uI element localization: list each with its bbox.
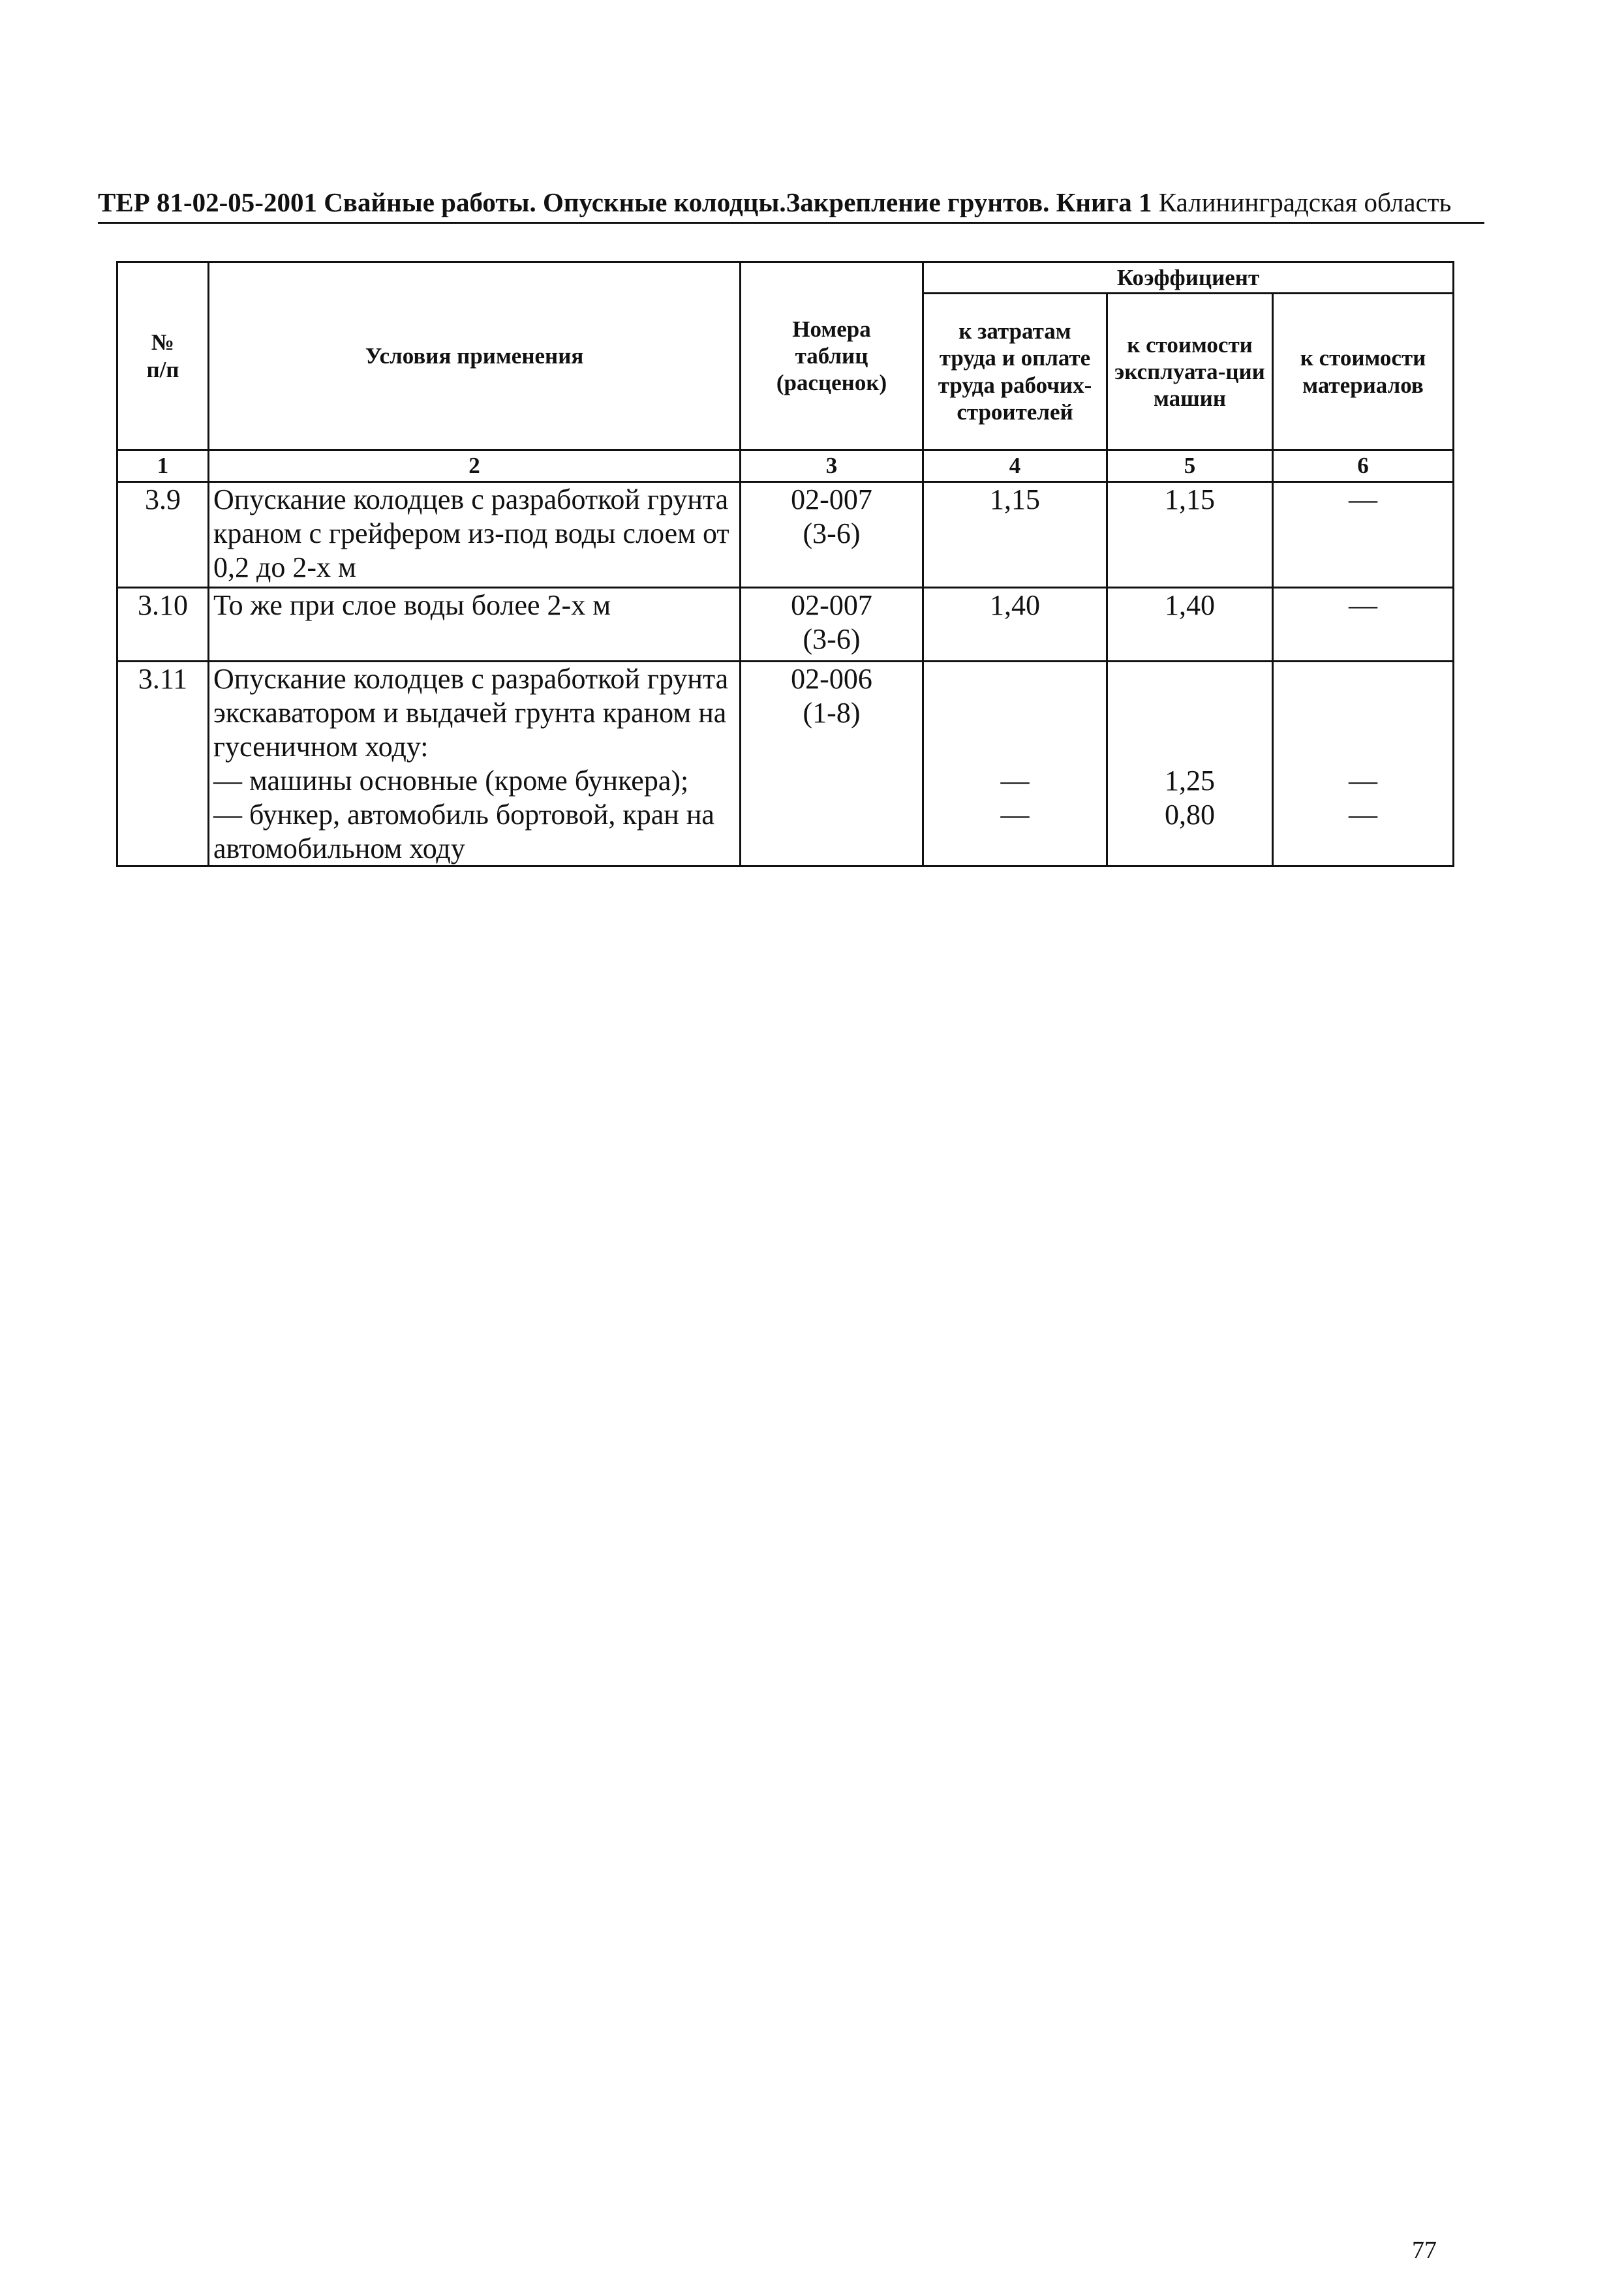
table-row xyxy=(117,588,1454,662)
row-labor-coef: 1,40 xyxy=(923,588,1107,662)
table-row xyxy=(117,482,1454,588)
column-number-row xyxy=(117,450,1454,482)
row-materials-coef: — xyxy=(1273,482,1454,588)
header-num: № п/п xyxy=(117,262,209,450)
subitem-labor-coef: — xyxy=(1000,798,1030,831)
row-table-code: 02-007 xyxy=(791,483,872,515)
header-machines: к стоимости эксплуата-ции машин xyxy=(1107,294,1273,450)
row-number: 3.10 xyxy=(117,588,209,662)
row-subitem-text: — машины основные (кроме бункера); xyxy=(213,764,689,797)
header-conditions: Условия применения xyxy=(209,262,741,450)
page-header xyxy=(98,188,1484,217)
row-table-code: 02-007 xyxy=(791,589,872,621)
row-machines-coef xyxy=(1107,662,1273,866)
header-table-numbers: Номера таблиц (расценок) xyxy=(741,262,923,450)
row-number: 3.9 xyxy=(117,482,209,588)
page-number: 77 xyxy=(1412,2237,1437,2264)
row-condition-main: Опускание колодцев с разработкой грунта экскаватором и выдачей грунта краном на гусеничном ходу: xyxy=(213,663,729,763)
row-number: 3.11 xyxy=(117,662,209,866)
row-condition: Опускание колодцев с разработкой грунта краном с грейфером из-под воды слоем от 0,2 до 2-х м xyxy=(209,482,741,588)
subitem-materials-coef: — xyxy=(1349,798,1377,831)
row-labor-coef: 1,15 xyxy=(923,482,1107,588)
row-machines-coef: 1,15 xyxy=(1107,482,1273,588)
header-region: Калининградская область xyxy=(1152,187,1452,217)
row-condition xyxy=(209,662,741,866)
header-labor: к затратам труда и оплате труда рабочих-строителей xyxy=(923,294,1107,450)
header-title: ТЕР 81-02-05-2001 Свайные работы. Опускные колодцы.Закрепление грунтов. Книга 1 xyxy=(98,187,1152,217)
row-table-code: 02-006 xyxy=(791,663,872,695)
header-materials: к стоимости материалов xyxy=(1273,294,1454,450)
subitem-materials-coef: — xyxy=(1349,765,1377,797)
coefficient-table xyxy=(116,261,1454,867)
row-table-range: (1-8) xyxy=(803,696,861,729)
row-tables xyxy=(741,588,923,662)
header-rule xyxy=(98,222,1484,224)
row-materials-coef: — xyxy=(1273,588,1454,662)
column-number: 2 xyxy=(209,450,741,482)
header-coefficient: Коэффициент xyxy=(923,262,1454,294)
row-subitem-text: — бункер, автомобиль бортовой, кран на автомобильном ходу xyxy=(213,798,714,864)
column-number: 1 xyxy=(117,450,209,482)
header-row-top xyxy=(117,262,1454,294)
row-tables xyxy=(741,662,923,866)
row-tables xyxy=(741,482,923,588)
row-table-range: (3-6) xyxy=(803,517,861,549)
subitem-labor-coef: — xyxy=(1000,765,1030,797)
column-number: 6 xyxy=(1273,450,1454,482)
row-labor-coef xyxy=(923,662,1107,866)
row-condition: То же при слое воды более 2-х м xyxy=(209,588,741,662)
row-materials-coef xyxy=(1273,662,1454,866)
column-number: 4 xyxy=(923,450,1107,482)
subitem-machines-coef: 0,80 xyxy=(1165,798,1215,831)
table-row xyxy=(117,662,1454,866)
column-number: 5 xyxy=(1107,450,1273,482)
column-number: 3 xyxy=(741,450,923,482)
subitem-machines-coef: 1,25 xyxy=(1165,765,1215,797)
row-machines-coef: 1,40 xyxy=(1107,588,1273,662)
row-table-range: (3-6) xyxy=(803,622,861,655)
